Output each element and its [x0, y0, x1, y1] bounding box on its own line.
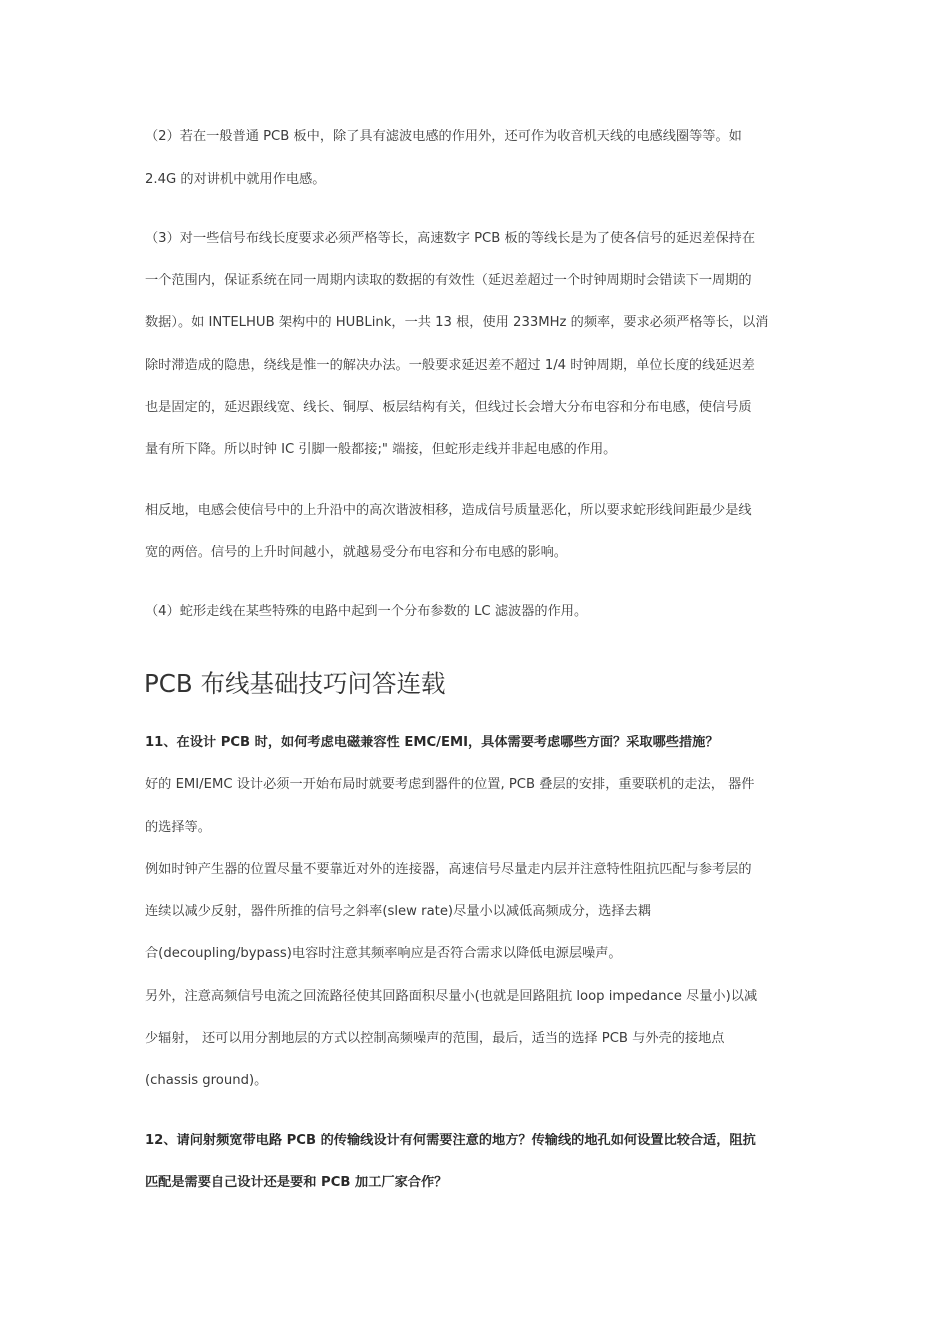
paragraph-3-line-6: 量有所下降。所以时钟 IC 引脚一般都接;" 端接，但蛇形走线并非起电感的作用。 [145, 442, 617, 457]
question-12-line-2: 匹配是需要自己设计还是要和 PCB 加工厂家合作？ [145, 1175, 448, 1190]
section-heading: PCB 布线基础技巧问答连载 [144, 669, 446, 698]
paragraph-3-line-3: 数据）。如 INTELHUB 架构中的 HUBLink，一共 13 根，使用 233MHz 的频率，要求必须严格等长，以消 [145, 315, 769, 330]
answer-11-b-line-1: 例如时钟产生器的位置尽量不要靠近对外的连接器，高速信号尽量走内层并注意特性阻抗匹配与参考层的 [145, 862, 752, 877]
paragraph-2-line-1: （2）若在一般普通 PCB 板中，除了具有滤波电感的作用外，还可作为收音机天线的电感线圈等等。如 [145, 129, 742, 144]
paragraph-contrary-line-2: 宽的两倍。信号的上升时间越小，就越易受分布电容和分布电感的影响。 [145, 545, 567, 560]
paragraph-4-line-1: （4）蛇形走线在某些特殊的电路中起到一个分布参数的 LC 滤波器的作用。 [145, 604, 588, 619]
paragraph-2-line-2: 2.4G 的对讲机中就用作电感。 [145, 172, 326, 187]
question-12-line-1: 12、请问射频宽带电路 PCB 的传输线设计有何需要注意的地方？传输线的地孔如何设置比较合适，阻抗 [145, 1133, 756, 1148]
question-11: 11、在设计 PCB 时，如何考虑电磁兼容性 EMC/EMI，具体需要考虑哪些方面？采取哪些措施？ [145, 735, 719, 750]
answer-11-c-line-3: (chassis ground)。 [145, 1073, 268, 1088]
answer-11-c-line-2: 少辐射， 还可以用分割地层的方式以控制高频噪声的范围，最后，适当的选择 PCB 与外壳的接地点 [145, 1031, 725, 1046]
paragraph-3-line-4: 除时滞造成的隐患，绕线是惟一的解决办法。一般要求延迟差不超过 1/4 时钟周期，单位长度的线延迟差 [145, 358, 755, 373]
answer-11-a-line-1: 好的 EMI/EMC 设计必须一开始布局时就要考虑到器件的位置, PCB 叠层的安排，重要联机的走法， 器件 [145, 777, 755, 792]
paragraph-3-line-2: 一个范围内，保证系统在同一周期内读取的数据的有效性（延迟差超过一个时钟周期时会错读下一周期的 [145, 273, 752, 288]
paragraph-3-line-1: （3）对一些信号布线长度要求必须严格等长，高速数字 PCB 板的等线长是为了使各信号的延迟差保持在 [145, 231, 756, 246]
answer-11-a-line-2: 的选择等。 [145, 820, 211, 835]
paragraph-3-line-5: 也是固定的，延迟跟线宽、线长、铜厚、板层结构有关，但线过长会增大分布电容和分布电感，使信号质 [145, 400, 752, 415]
answer-11-c-line-1: 另外，注意高频信号电流之回流路径使其回路面积尽量小(也就是回路阻抗 loop impedance 尽量小)以减 [145, 989, 758, 1004]
paragraph-contrary-line-1: 相反地，电感会使信号中的上升沿中的高次谐波相移，造成信号质量恶化，所以要求蛇形线间距最少是线 [145, 503, 752, 518]
answer-11-b-line-3: 合(decoupling/bypass)电容时注意其频率响应是否符合需求以降低电源层噪声。 [145, 946, 622, 961]
answer-11-b-line-2: 连续以减少反射，器件所推的信号之斜率(slew rate)尽量小以减低高频成分，选择去耦 [145, 904, 651, 919]
